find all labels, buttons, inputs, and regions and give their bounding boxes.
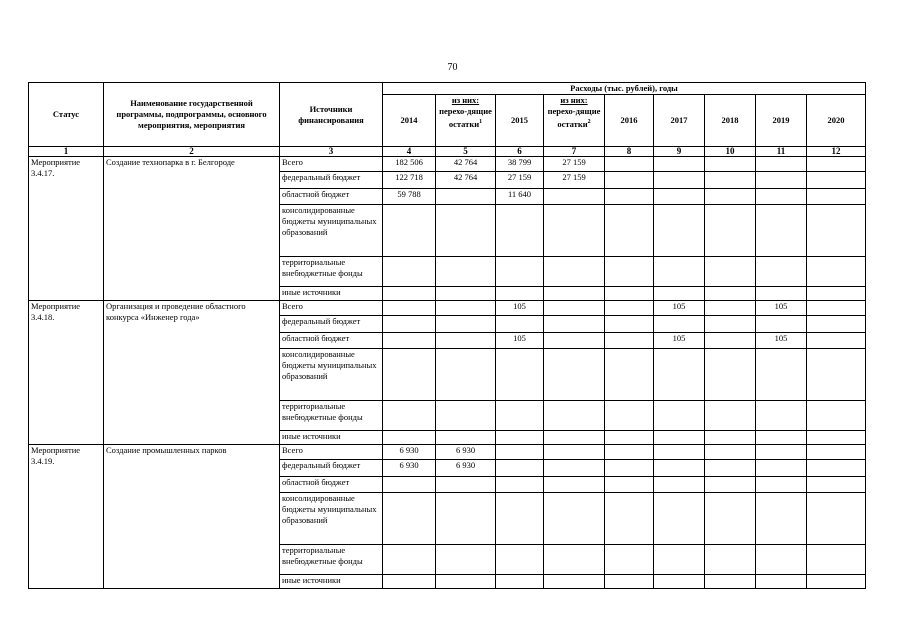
amount-cell: 38 799 bbox=[496, 157, 544, 172]
table-row bbox=[29, 445, 866, 460]
amount-cell bbox=[436, 493, 496, 545]
header-expenses: Расходы (тыс. рублей), годы bbox=[383, 83, 866, 95]
carry-over-label: перехо-дящие остатки bbox=[547, 106, 601, 129]
amount-cell bbox=[807, 545, 866, 575]
amount-cell bbox=[654, 460, 705, 477]
measure-status: Мероприятие 3.4.17. bbox=[29, 157, 104, 301]
header-2016: 2016 bbox=[605, 95, 654, 147]
amount-cell bbox=[605, 172, 654, 189]
amount-cell bbox=[807, 493, 866, 545]
carry-over-label: перехо-дящие остатки bbox=[439, 106, 492, 129]
funding-source: консолидированные бюджеты муниципальных образований bbox=[280, 349, 383, 401]
amount-cell bbox=[605, 445, 654, 460]
amount-cell bbox=[756, 401, 807, 431]
amount-cell bbox=[496, 445, 544, 460]
amount-cell bbox=[496, 205, 544, 257]
measure-name: Создание технопарка в г. Белгороде bbox=[104, 157, 280, 301]
amount-cell bbox=[807, 477, 866, 493]
amount-cell bbox=[654, 172, 705, 189]
amount-cell bbox=[654, 445, 705, 460]
header-status: Статус bbox=[29, 83, 104, 147]
amount-cell bbox=[496, 257, 544, 287]
measure-status: Мероприятие 3.4.18. bbox=[29, 301, 104, 445]
header-2019: 2019 bbox=[756, 95, 807, 147]
funding-source: областной бюджет bbox=[280, 477, 383, 493]
amount-cell bbox=[705, 493, 756, 545]
amount-cell bbox=[654, 287, 705, 301]
amount-cell bbox=[436, 349, 496, 401]
amount-cell bbox=[654, 157, 705, 172]
footnote-mark: 2 bbox=[587, 119, 591, 125]
funding-source: консолидированные бюджеты муниципальных образований bbox=[280, 205, 383, 257]
amount-cell bbox=[383, 493, 436, 545]
amount-cell bbox=[544, 349, 605, 401]
funding-source: федеральный бюджет bbox=[280, 316, 383, 333]
column-index: 9 bbox=[654, 147, 705, 157]
amount-cell bbox=[605, 575, 654, 589]
amount-cell: 6 930 bbox=[383, 445, 436, 460]
funding-source: областной бюджет bbox=[280, 189, 383, 205]
amount-cell bbox=[383, 431, 436, 445]
amount-cell bbox=[654, 189, 705, 205]
header-sources: Источники финансирования bbox=[280, 83, 383, 147]
amount-cell bbox=[544, 575, 605, 589]
funding-source: Всего bbox=[280, 301, 383, 316]
column-index: 3 bbox=[280, 147, 383, 157]
funding-source: иные источники bbox=[280, 287, 383, 301]
amount-cell: 105 bbox=[496, 301, 544, 316]
amount-cell: 105 bbox=[654, 301, 705, 316]
column-index-row bbox=[29, 147, 866, 157]
amount-cell bbox=[705, 460, 756, 477]
header-carry-over-2 bbox=[544, 95, 605, 147]
funding-source: иные источники bbox=[280, 575, 383, 589]
amount-cell bbox=[436, 205, 496, 257]
amount-cell: 6 930 bbox=[436, 445, 496, 460]
amount-cell bbox=[807, 205, 866, 257]
funding-source: консолидированные бюджеты муниципальных образований bbox=[280, 493, 383, 545]
amount-cell bbox=[807, 189, 866, 205]
header-2014: 2014 bbox=[383, 95, 436, 147]
column-index: 10 bbox=[705, 147, 756, 157]
header-2015: 2015 bbox=[496, 95, 544, 147]
amount-cell bbox=[705, 189, 756, 205]
amount-cell bbox=[383, 349, 436, 401]
amount-cell bbox=[705, 545, 756, 575]
amount-cell bbox=[383, 333, 436, 349]
header-carry-over-1 bbox=[436, 95, 496, 147]
amount-cell bbox=[756, 157, 807, 172]
funding-source: федеральный бюджет bbox=[280, 172, 383, 189]
amount-cell bbox=[654, 545, 705, 575]
amount-cell: 6 930 bbox=[383, 460, 436, 477]
amount-cell bbox=[496, 349, 544, 401]
column-index: 4 bbox=[383, 147, 436, 157]
amount-cell bbox=[705, 445, 756, 460]
amount-cell bbox=[436, 477, 496, 493]
amount-cell bbox=[496, 287, 544, 301]
amount-cell bbox=[807, 349, 866, 401]
amount-cell bbox=[496, 575, 544, 589]
amount-cell bbox=[756, 575, 807, 589]
amount-cell bbox=[756, 545, 807, 575]
amount-cell bbox=[605, 349, 654, 401]
amount-cell bbox=[496, 401, 544, 431]
amount-cell bbox=[654, 401, 705, 431]
amount-cell: 122 718 bbox=[383, 172, 436, 189]
budget-table bbox=[28, 82, 866, 589]
amount-cell bbox=[544, 333, 605, 349]
amount-cell bbox=[705, 316, 756, 333]
amount-cell bbox=[807, 172, 866, 189]
footnote-mark: 1 bbox=[479, 119, 483, 125]
amount-cell bbox=[605, 257, 654, 287]
amount-cell bbox=[605, 205, 654, 257]
amount-cell bbox=[544, 316, 605, 333]
amount-cell bbox=[383, 301, 436, 316]
amount-cell bbox=[383, 477, 436, 493]
amount-cell: 42 764 bbox=[436, 157, 496, 172]
column-index: 12 bbox=[807, 147, 866, 157]
amount-cell bbox=[436, 431, 496, 445]
amount-cell bbox=[605, 316, 654, 333]
amount-cell bbox=[436, 575, 496, 589]
column-index: 7 bbox=[544, 147, 605, 157]
amount-cell bbox=[605, 157, 654, 172]
amount-cell bbox=[544, 287, 605, 301]
amount-cell bbox=[605, 189, 654, 205]
amount-cell bbox=[544, 257, 605, 287]
amount-cell bbox=[544, 460, 605, 477]
amount-cell bbox=[436, 189, 496, 205]
amount-cell: 105 bbox=[654, 333, 705, 349]
funding-source: федеральный бюджет bbox=[280, 460, 383, 477]
column-index: 2 bbox=[104, 147, 280, 157]
amount-cell bbox=[436, 545, 496, 575]
amount-cell bbox=[654, 477, 705, 493]
funding-source: территориальные внебюджетные фонды bbox=[280, 257, 383, 287]
amount-cell bbox=[383, 545, 436, 575]
header-name: Наименование государственной программы, подпрограммы, основного мероприятия, мероприятия bbox=[104, 83, 280, 147]
amount-cell bbox=[756, 189, 807, 205]
amount-cell bbox=[807, 460, 866, 477]
amount-cell bbox=[605, 401, 654, 431]
funding-source: Всего bbox=[280, 157, 383, 172]
amount-cell bbox=[654, 349, 705, 401]
amount-cell bbox=[544, 205, 605, 257]
amount-cell bbox=[605, 545, 654, 575]
funding-source: областной бюджет bbox=[280, 333, 383, 349]
amount-cell: 42 764 bbox=[436, 172, 496, 189]
amount-cell bbox=[496, 316, 544, 333]
amount-cell bbox=[705, 431, 756, 445]
amount-cell bbox=[605, 431, 654, 445]
amount-cell bbox=[383, 205, 436, 257]
header-2018: 2018 bbox=[705, 95, 756, 147]
amount-cell bbox=[436, 401, 496, 431]
amount-cell bbox=[807, 333, 866, 349]
amount-cell bbox=[654, 493, 705, 545]
of-them-label: из них: bbox=[451, 95, 480, 105]
amount-cell: 27 159 bbox=[544, 157, 605, 172]
amount-cell: 11 640 bbox=[496, 189, 544, 205]
page-number: 70 bbox=[447, 62, 458, 73]
amount-cell bbox=[436, 333, 496, 349]
amount-cell bbox=[807, 445, 866, 460]
amount-cell bbox=[705, 205, 756, 257]
amount-cell bbox=[756, 431, 807, 445]
amount-cell bbox=[705, 477, 756, 493]
amount-cell bbox=[705, 349, 756, 401]
amount-cell bbox=[544, 301, 605, 316]
amount-cell bbox=[705, 257, 756, 287]
amount-cell bbox=[383, 575, 436, 589]
amount-cell bbox=[756, 316, 807, 333]
table-row bbox=[29, 301, 866, 316]
amount-cell bbox=[383, 316, 436, 333]
measure-name: Организация и проведение областного конкурса «Инженер года» bbox=[104, 301, 280, 445]
amount-cell bbox=[605, 477, 654, 493]
amount-cell bbox=[705, 575, 756, 589]
amount-cell bbox=[544, 401, 605, 431]
amount-cell bbox=[436, 257, 496, 287]
amount-cell bbox=[807, 575, 866, 589]
amount-cell bbox=[756, 460, 807, 477]
amount-cell bbox=[807, 301, 866, 316]
amount-cell bbox=[654, 205, 705, 257]
amount-cell: 105 bbox=[496, 333, 544, 349]
amount-cell bbox=[756, 287, 807, 301]
amount-cell bbox=[544, 445, 605, 460]
amount-cell bbox=[436, 287, 496, 301]
amount-cell: 105 bbox=[756, 301, 807, 316]
amount-cell bbox=[496, 460, 544, 477]
amount-cell bbox=[436, 316, 496, 333]
amount-cell bbox=[496, 545, 544, 575]
amount-cell: 59 788 bbox=[383, 189, 436, 205]
amount-cell bbox=[383, 257, 436, 287]
amount-cell bbox=[705, 401, 756, 431]
amount-cell bbox=[605, 333, 654, 349]
amount-cell bbox=[605, 301, 654, 316]
amount-cell bbox=[756, 172, 807, 189]
amount-cell bbox=[436, 301, 496, 316]
amount-cell: 182 506 bbox=[383, 157, 436, 172]
amount-cell: 27 159 bbox=[496, 172, 544, 189]
measure-status: Мероприятие 3.4.19. bbox=[29, 445, 104, 589]
amount-cell bbox=[383, 287, 436, 301]
amount-cell bbox=[654, 316, 705, 333]
amount-cell bbox=[496, 493, 544, 545]
amount-cell bbox=[383, 401, 436, 431]
amount-cell bbox=[705, 172, 756, 189]
amount-cell bbox=[807, 157, 866, 172]
amount-cell bbox=[654, 257, 705, 287]
funding-source: территориальные внебюджетные фонды bbox=[280, 545, 383, 575]
amount-cell bbox=[654, 431, 705, 445]
amount-cell bbox=[756, 205, 807, 257]
amount-cell bbox=[705, 333, 756, 349]
amount-cell bbox=[544, 545, 605, 575]
amount-cell bbox=[807, 401, 866, 431]
amount-cell bbox=[756, 349, 807, 401]
amount-cell bbox=[605, 460, 654, 477]
column-index: 5 bbox=[436, 147, 496, 157]
funding-source: территориальные внебюджетные фонды bbox=[280, 401, 383, 431]
column-index: 8 bbox=[605, 147, 654, 157]
amount-cell bbox=[807, 287, 866, 301]
amount-cell bbox=[705, 157, 756, 172]
column-index: 11 bbox=[756, 147, 807, 157]
column-index: 1 bbox=[29, 147, 104, 157]
amount-cell bbox=[807, 257, 866, 287]
amount-cell bbox=[756, 493, 807, 545]
amount-cell bbox=[807, 316, 866, 333]
amount-cell bbox=[496, 431, 544, 445]
amount-cell bbox=[544, 189, 605, 205]
amount-cell bbox=[654, 575, 705, 589]
funding-source: иные источники bbox=[280, 431, 383, 445]
amount-cell: 6 930 bbox=[436, 460, 496, 477]
amount-cell bbox=[756, 445, 807, 460]
table-row bbox=[29, 157, 866, 172]
amount-cell bbox=[496, 477, 544, 493]
amount-cell bbox=[605, 493, 654, 545]
amount-cell bbox=[544, 477, 605, 493]
amount-cell bbox=[544, 493, 605, 545]
funding-source: Всего bbox=[280, 445, 383, 460]
amount-cell bbox=[705, 287, 756, 301]
measure-name: Создание промышленных парков bbox=[104, 445, 280, 589]
header-2017: 2017 bbox=[654, 95, 705, 147]
amount-cell bbox=[544, 431, 605, 445]
of-them-label: из них: bbox=[560, 95, 588, 105]
amount-cell bbox=[807, 431, 866, 445]
amount-cell bbox=[705, 301, 756, 316]
column-index: 6 bbox=[496, 147, 544, 157]
amount-cell bbox=[605, 287, 654, 301]
amount-cell bbox=[756, 257, 807, 287]
header-2020: 2020 bbox=[807, 95, 866, 147]
amount-cell: 105 bbox=[756, 333, 807, 349]
amount-cell: 27 159 bbox=[544, 172, 605, 189]
amount-cell bbox=[756, 477, 807, 493]
